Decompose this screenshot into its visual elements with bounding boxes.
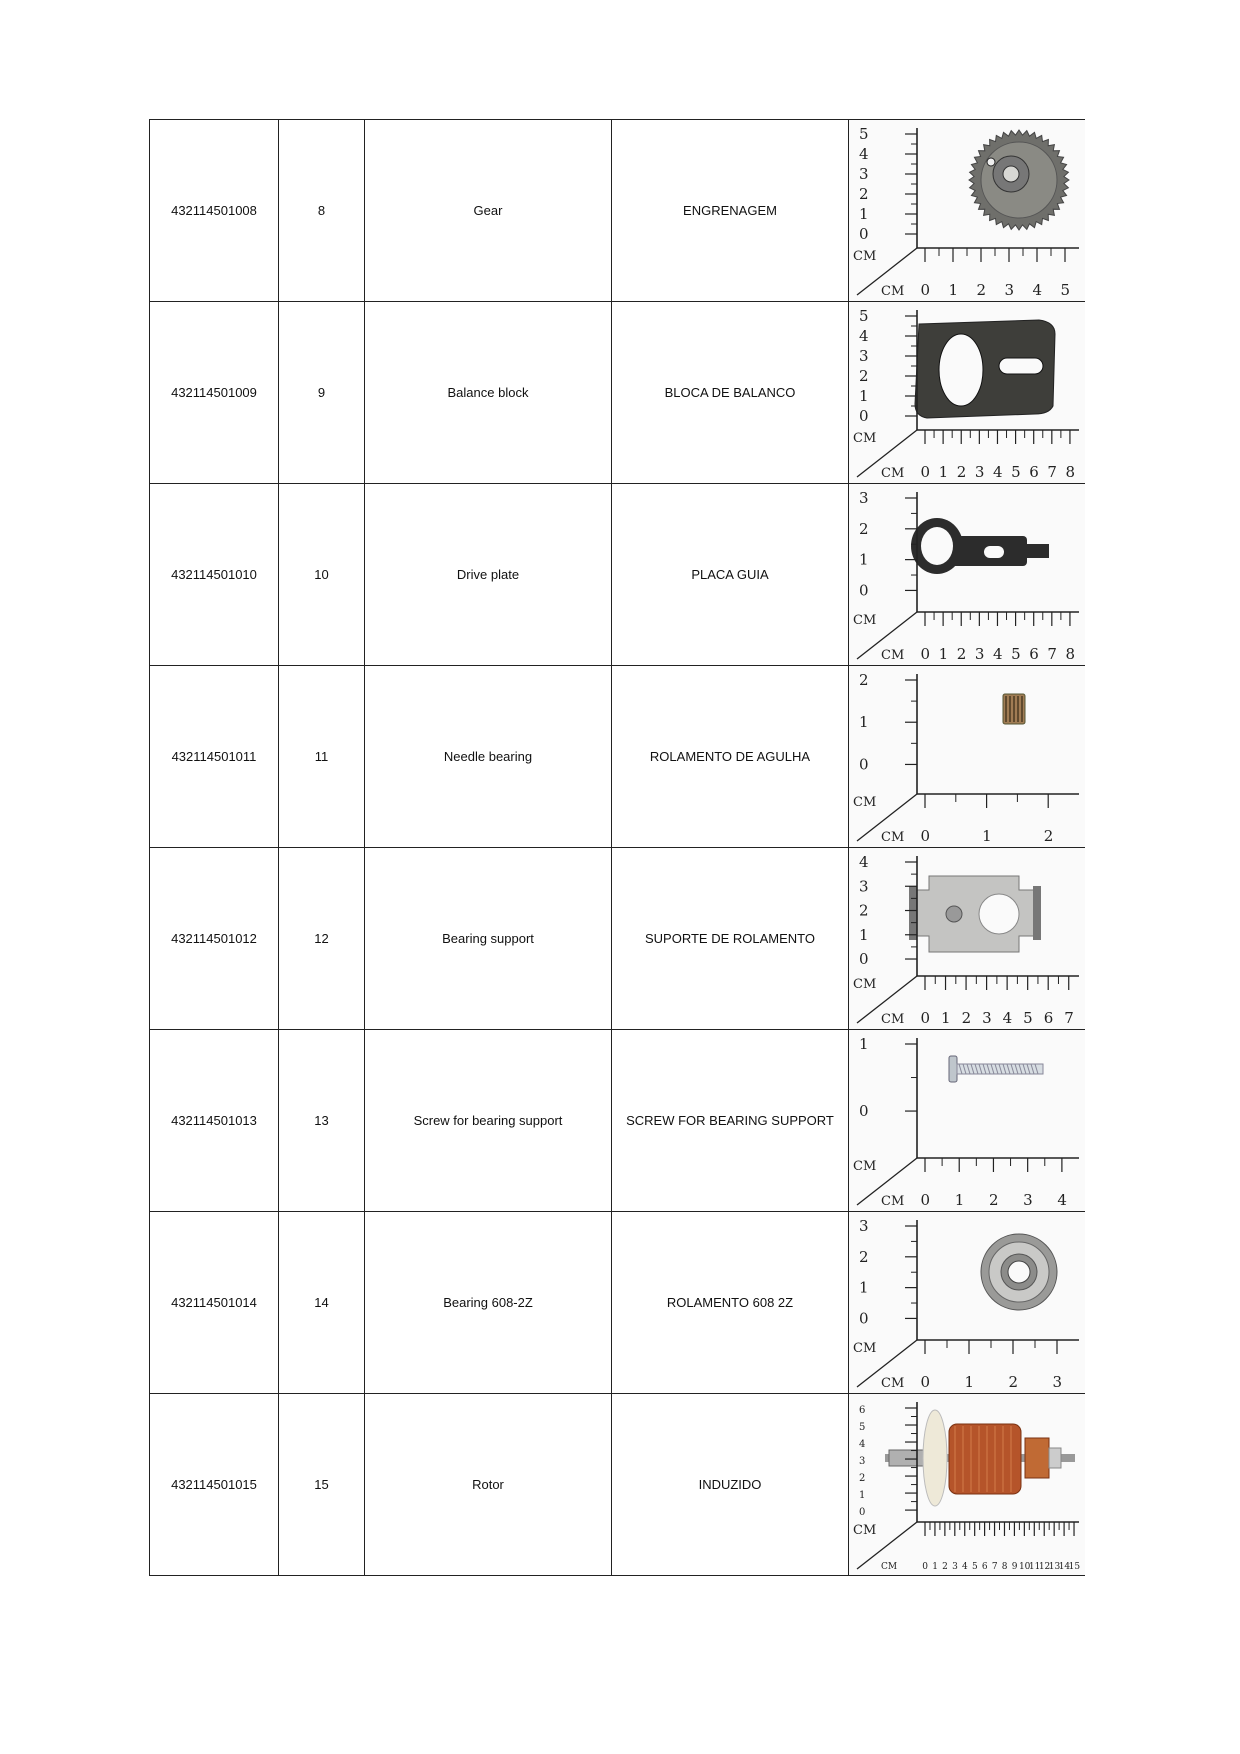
part-photo-cell bbox=[849, 666, 1085, 848]
scale-y-label: 0 bbox=[859, 581, 869, 600]
needle-bearing-icon bbox=[1003, 694, 1025, 724]
scale-unit-label: CM bbox=[881, 284, 905, 299]
scale-x-label: 9 bbox=[1011, 1562, 1018, 1572]
balance-block-icon bbox=[915, 320, 1055, 418]
part-number: 11 bbox=[279, 666, 365, 848]
part-code: 432114501014 bbox=[150, 1212, 279, 1394]
scale-y-label: 1 bbox=[859, 1490, 866, 1502]
scale-x-label: 3 bbox=[974, 463, 985, 481]
part-name-pt: SCREW FOR BEARING SUPPORT bbox=[612, 1030, 849, 1212]
part-photo-cell bbox=[849, 120, 1085, 302]
scale-x-label: 2 bbox=[956, 645, 967, 663]
scale-unit-label: CM bbox=[853, 1159, 877, 1174]
scale-x-label: 1 bbox=[948, 281, 959, 299]
scale-y-label: 5 bbox=[859, 1422, 866, 1434]
scale-unit-label: CM bbox=[853, 1523, 877, 1538]
scale-y-label: 2 bbox=[859, 185, 869, 203]
part-name-pt: ROLAMENTO 608 2Z bbox=[612, 1212, 849, 1394]
part-number: 12 bbox=[279, 848, 365, 1030]
part-code: 432114501011 bbox=[150, 666, 279, 848]
scale-x-label: 4 bbox=[1057, 1191, 1067, 1209]
scale-y-label: 3 bbox=[859, 1456, 866, 1468]
scale-unit-label: CM bbox=[881, 466, 905, 481]
table-row bbox=[150, 120, 1085, 302]
scale-x-label: 2 bbox=[1043, 827, 1054, 845]
part-photo-cell bbox=[849, 1212, 1085, 1394]
scale-x-label: 2 bbox=[956, 463, 967, 481]
scale-y-label: 5 bbox=[859, 125, 869, 143]
parts-table-body bbox=[150, 120, 1085, 1576]
scale-x-label: 8 bbox=[1065, 463, 1075, 481]
scale-unit-label: CM bbox=[881, 1562, 898, 1572]
scale-y-label: 1 bbox=[859, 1035, 869, 1053]
scale-x-label: 0 bbox=[920, 1373, 931, 1391]
scale-y-label: 2 bbox=[859, 519, 869, 538]
scale-x-label: 5 bbox=[971, 1562, 978, 1572]
scale-x-label: 3 bbox=[1023, 1191, 1033, 1209]
scale-x-label: 0 bbox=[922, 1562, 929, 1572]
table-row bbox=[150, 484, 1085, 666]
scale-x-label: 1 bbox=[964, 1373, 975, 1391]
scale-y-label: 1 bbox=[859, 925, 869, 944]
scale-y-label: 4 bbox=[859, 327, 869, 345]
scale-unit-label: CM bbox=[853, 249, 877, 264]
part-photo bbox=[849, 1030, 1085, 1211]
scale-x-label: 15 bbox=[1068, 1562, 1081, 1572]
ball-bearing-icon bbox=[981, 1234, 1057, 1310]
scale-x-label: 7 bbox=[1047, 645, 1057, 663]
part-photo bbox=[849, 1212, 1085, 1393]
parts-table bbox=[149, 119, 1085, 1576]
scale-unit-label: CM bbox=[881, 830, 905, 845]
scale-x-label: 11 bbox=[1028, 1562, 1041, 1572]
scale-y-label: 0 bbox=[859, 225, 869, 243]
scale-x-label: 3 bbox=[1004, 281, 1015, 299]
scale-x-label: 6 bbox=[981, 1562, 988, 1572]
scale-x-label: 0 bbox=[920, 827, 931, 845]
scale-x-label: 2 bbox=[961, 1009, 972, 1027]
scale-x-label: 0 bbox=[920, 1009, 931, 1027]
scale-x-label: 12 bbox=[1038, 1562, 1051, 1572]
scale-x-label: 4 bbox=[962, 1562, 968, 1572]
scale-x-label: 5 bbox=[1011, 645, 1021, 663]
scale-y-label: 2 bbox=[859, 1473, 866, 1485]
scale-x-label: 2 bbox=[976, 281, 987, 299]
scale-x-label: 2 bbox=[942, 1562, 948, 1572]
part-name-pt: ENGRENAGEM bbox=[612, 120, 849, 302]
scale-x-label: 1 bbox=[932, 1562, 938, 1572]
part-photo bbox=[849, 484, 1085, 665]
gear-icon bbox=[969, 130, 1069, 230]
scale-y-label: 1 bbox=[859, 205, 869, 223]
part-name-pt: INDUZIDO bbox=[612, 1394, 849, 1576]
part-number: 9 bbox=[279, 302, 365, 484]
scale-y-label: 3 bbox=[859, 347, 869, 365]
part-name-en: Bearing 608-2Z bbox=[365, 1212, 612, 1394]
part-code: 432114501010 bbox=[150, 484, 279, 666]
scale-x-label: 14 bbox=[1058, 1562, 1071, 1572]
table-row bbox=[150, 1030, 1085, 1212]
scale-x-label: 7 bbox=[1047, 463, 1057, 481]
scale-y-label: 0 bbox=[859, 1309, 869, 1328]
scale-x-label: 2 bbox=[988, 1191, 999, 1209]
part-photo bbox=[849, 1394, 1085, 1575]
scale-unit-label: CM bbox=[881, 1376, 905, 1391]
scale-x-label: 4 bbox=[1002, 1009, 1013, 1027]
part-code: 432114501008 bbox=[150, 120, 279, 302]
scale-y-label: 2 bbox=[859, 1247, 869, 1266]
scale-x-label: 10 bbox=[1018, 1562, 1031, 1572]
part-code: 432114501015 bbox=[150, 1394, 279, 1576]
scale-x-label: 0 bbox=[920, 463, 931, 481]
scale-unit-label: CM bbox=[853, 613, 877, 628]
part-number: 13 bbox=[279, 1030, 365, 1212]
scale-x-label: 8 bbox=[1065, 645, 1075, 663]
part-number: 14 bbox=[279, 1212, 365, 1394]
part-code: 432114501009 bbox=[150, 302, 279, 484]
scale-unit-label: CM bbox=[881, 1194, 905, 1209]
part-name-pt: ROLAMENTO DE AGULHA bbox=[612, 666, 849, 848]
scale-y-label: 3 bbox=[859, 1217, 869, 1235]
part-photo-cell bbox=[849, 484, 1085, 666]
part-name-en: Bearing support bbox=[365, 848, 612, 1030]
table-row bbox=[150, 848, 1085, 1030]
part-name-pt: PLACA GUIA bbox=[612, 484, 849, 666]
scale-x-label: 3 bbox=[974, 645, 985, 663]
scale-x-label: 3 bbox=[952, 1562, 958, 1572]
scale-y-label: 2 bbox=[859, 901, 869, 920]
scale-x-label: 8 bbox=[1001, 1562, 1008, 1572]
scale-x-label: 1 bbox=[938, 463, 949, 481]
scale-y-label: 1 bbox=[859, 713, 869, 732]
scale-x-label: 7 bbox=[1064, 1009, 1074, 1027]
part-photo bbox=[849, 666, 1085, 847]
table-row bbox=[150, 302, 1085, 484]
part-name-en: Rotor bbox=[365, 1394, 612, 1576]
scale-unit-label: CM bbox=[853, 431, 877, 446]
scale-x-label: 13 bbox=[1048, 1562, 1061, 1572]
table-row bbox=[150, 1394, 1085, 1576]
scale-x-label: 3 bbox=[982, 1009, 992, 1027]
table-row bbox=[150, 666, 1085, 848]
part-code: 432114501012 bbox=[150, 848, 279, 1030]
scale-x-label: 0 bbox=[920, 281, 931, 299]
part-name-en: Balance block bbox=[365, 302, 612, 484]
part-photo-cell bbox=[849, 848, 1085, 1030]
part-name-en: Drive plate bbox=[365, 484, 612, 666]
scale-y-label: 5 bbox=[859, 307, 869, 325]
scale-x-label: 1 bbox=[982, 827, 992, 845]
part-photo bbox=[849, 302, 1085, 483]
scale-y-label: 4 bbox=[859, 145, 869, 163]
part-name-pt: BLOCA DE BALANCO bbox=[612, 302, 849, 484]
part-photo-cell bbox=[849, 1394, 1085, 1576]
part-photo-cell bbox=[849, 302, 1085, 484]
scale-y-label: 0 bbox=[859, 407, 869, 425]
scale-unit-label: CM bbox=[853, 795, 877, 810]
part-number: 15 bbox=[279, 1394, 365, 1576]
scale-x-label: 0 bbox=[920, 1191, 931, 1209]
scale-unit-label: CM bbox=[853, 1341, 877, 1356]
scale-y-label: 4 bbox=[859, 1439, 866, 1451]
scale-y-label: 3 bbox=[859, 877, 869, 896]
scale-x-label: 4 bbox=[992, 645, 1003, 663]
scale-y-label: 1 bbox=[859, 387, 869, 405]
scale-x-label: 1 bbox=[938, 645, 949, 663]
scale-y-label: 2 bbox=[859, 367, 869, 385]
scale-y-label: 6 bbox=[859, 1405, 866, 1416]
scale-x-label: 7 bbox=[991, 1562, 998, 1572]
scale-x-label: 6 bbox=[1029, 645, 1039, 663]
scale-x-label: 1 bbox=[941, 1009, 951, 1027]
scale-x-label: 5 bbox=[1023, 1009, 1033, 1027]
scale-x-label: 3 bbox=[1052, 1373, 1063, 1391]
part-photo bbox=[849, 848, 1085, 1029]
scale-unit-label: CM bbox=[881, 1012, 905, 1027]
scale-x-label: 5 bbox=[1060, 281, 1071, 299]
scale-unit-label: CM bbox=[853, 977, 877, 992]
scale-y-label: 4 bbox=[859, 853, 869, 871]
part-code: 432114501013 bbox=[150, 1030, 279, 1212]
scale-y-label: 1 bbox=[859, 1278, 869, 1297]
part-name-en: Needle bearing bbox=[365, 666, 612, 848]
part-name-en: Gear bbox=[365, 120, 612, 302]
scale-y-label: 0 bbox=[859, 1507, 866, 1519]
scale-x-label: 2 bbox=[1008, 1373, 1019, 1391]
scale-y-label: 2 bbox=[859, 671, 869, 689]
scale-y-label: 1 bbox=[859, 550, 869, 569]
scale-y-label: 3 bbox=[859, 165, 869, 183]
scale-x-label: 6 bbox=[1029, 463, 1039, 481]
part-name-pt: SUPORTE DE ROLAMENTO bbox=[612, 848, 849, 1030]
scale-x-label: 1 bbox=[954, 1191, 965, 1209]
scale-x-label: 5 bbox=[1011, 463, 1021, 481]
scale-x-label: 4 bbox=[1032, 281, 1043, 299]
scale-y-label: 3 bbox=[859, 489, 869, 507]
table-row bbox=[150, 1212, 1085, 1394]
scale-unit-label: CM bbox=[881, 648, 905, 663]
scale-y-label: 0 bbox=[859, 755, 869, 774]
part-name-en: Screw for bearing support bbox=[365, 1030, 612, 1212]
scale-y-label: 0 bbox=[859, 950, 869, 969]
scale-x-label: 6 bbox=[1043, 1009, 1054, 1027]
scale-y-label: 0 bbox=[859, 1102, 869, 1121]
part-number: 8 bbox=[279, 120, 365, 302]
part-photo-cell bbox=[849, 1030, 1085, 1212]
part-number: 10 bbox=[279, 484, 365, 666]
part-photo bbox=[849, 120, 1085, 301]
scale-x-label: 0 bbox=[920, 645, 931, 663]
scale-x-label: 4 bbox=[992, 463, 1003, 481]
